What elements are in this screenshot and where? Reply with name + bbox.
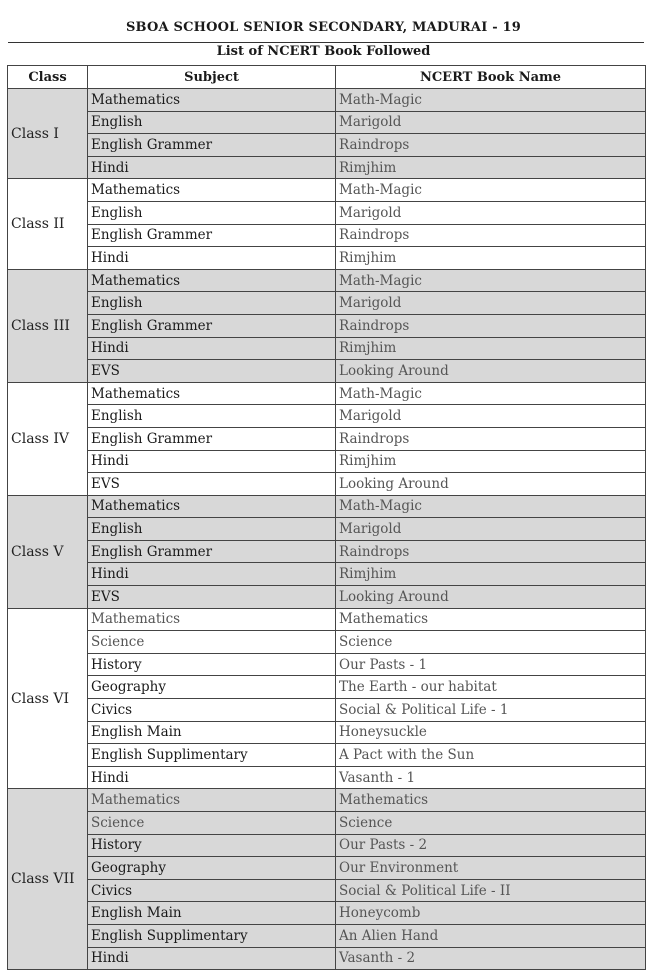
table-row <box>8 111 646 134</box>
subject-cell: Hindi <box>88 337 336 360</box>
subject-cell: Mathematics <box>88 179 336 202</box>
book-name-cell: Rimjhim <box>336 563 646 586</box>
table-row <box>8 812 646 835</box>
subject-cell: English Grammer <box>88 427 336 450</box>
subject-cell: Hindi <box>88 766 336 789</box>
table-row <box>8 495 646 518</box>
book-name-cell: Rimjhim <box>336 156 646 179</box>
subject-cell: English <box>88 201 336 224</box>
class-cell: Class V <box>8 495 88 608</box>
subject-cell: Mathematics <box>88 269 336 292</box>
subject-cell: Geography <box>88 857 336 880</box>
book-name-cell: Mathematics <box>336 608 646 631</box>
table-row <box>8 586 646 609</box>
book-name-cell: Raindrops <box>336 540 646 563</box>
subject-cell: Civics <box>88 699 336 722</box>
book-name-cell: Vasanth - 2 <box>336 947 646 970</box>
subject-cell: English <box>88 111 336 134</box>
column-header-subject: Subject <box>88 66 336 89</box>
subject-cell: English <box>88 518 336 541</box>
table-row <box>8 201 646 224</box>
column-header-book-name: NCERT Book Name <box>336 66 646 89</box>
table-row <box>8 337 646 360</box>
subject-cell: English Supplimentary <box>88 924 336 947</box>
book-name-cell: Social & Political Life - 1 <box>336 699 646 722</box>
subject-cell: English Supplimentary <box>88 744 336 767</box>
book-name-cell: Our Pasts - 1 <box>336 653 646 676</box>
class-cell: Class III <box>8 269 88 382</box>
class-cell: Class VII <box>8 789 88 970</box>
subject-cell: Science <box>88 631 336 654</box>
table-row <box>8 314 646 337</box>
subject-cell: English Grammer <box>88 314 336 337</box>
subject-cell: English <box>88 292 336 315</box>
table-row <box>8 563 646 586</box>
table-row <box>8 292 646 315</box>
book-name-cell: Science <box>336 631 646 654</box>
book-name-cell: Raindrops <box>336 314 646 337</box>
table-row <box>8 924 646 947</box>
table-row <box>8 902 646 925</box>
class-cell: Class VI <box>8 608 88 789</box>
table-row <box>8 721 646 744</box>
book-name-cell: The Earth - our habitat <box>336 676 646 699</box>
table-row <box>8 247 646 270</box>
subject-cell: EVS <box>88 360 336 383</box>
table-row <box>8 879 646 902</box>
book-name-cell: Raindrops <box>336 427 646 450</box>
book-name-cell: An Alien Hand <box>336 924 646 947</box>
table-body <box>8 89 646 970</box>
table-row <box>8 766 646 789</box>
subject-cell: English <box>88 405 336 428</box>
book-name-cell: Honeycomb <box>336 902 646 925</box>
table-row <box>8 676 646 699</box>
class-cell: Class IV <box>8 382 88 495</box>
subject-cell: EVS <box>88 586 336 609</box>
table-row <box>8 224 646 247</box>
book-name-cell: Rimjhim <box>336 337 646 360</box>
book-name-cell: Looking Around <box>336 586 646 609</box>
subject-cell: Mathematics <box>88 495 336 518</box>
table-row <box>8 834 646 857</box>
book-name-cell: Honeysuckle <box>336 721 646 744</box>
table-row <box>8 382 646 405</box>
book-name-cell: Marigold <box>336 111 646 134</box>
class-cell: Class II <box>8 179 88 269</box>
subject-cell: History <box>88 834 336 857</box>
book-name-cell: Raindrops <box>336 134 646 157</box>
subject-cell: Mathematics <box>88 89 336 112</box>
book-name-cell: Math-Magic <box>336 382 646 405</box>
book-name-cell: Looking Around <box>336 473 646 496</box>
subject-cell: English Grammer <box>88 224 336 247</box>
subject-cell: Geography <box>88 676 336 699</box>
column-header-class: Class <box>8 66 88 89</box>
subject-cell: History <box>88 653 336 676</box>
book-name-cell: A Pact with the Sun <box>336 744 646 767</box>
book-name-cell: Vasanth - 1 <box>336 766 646 789</box>
table-row <box>8 269 646 292</box>
table-row <box>8 744 646 767</box>
subject-cell: Hindi <box>88 450 336 473</box>
table-row <box>8 360 646 383</box>
subject-cell: EVS <box>88 473 336 496</box>
book-name-cell: Rimjhim <box>336 450 646 473</box>
book-name-cell: Mathematics <box>336 789 646 812</box>
class-cell: Class I <box>8 89 88 179</box>
table-row <box>8 631 646 654</box>
book-name-cell: Math-Magic <box>336 179 646 202</box>
book-name-cell: Science <box>336 812 646 835</box>
subject-cell: Mathematics <box>88 382 336 405</box>
book-name-cell: Math-Magic <box>336 495 646 518</box>
book-name-cell: Our Pasts - 2 <box>336 834 646 857</box>
table-row <box>8 653 646 676</box>
table-row <box>8 947 646 970</box>
school-title: SBOA SCHOOL SENIOR SECONDARY, MADURAI - 19 <box>125 20 522 35</box>
subject-cell: Science <box>88 812 336 835</box>
table-row <box>8 857 646 880</box>
subject-cell: English Grammer <box>88 134 336 157</box>
book-name-cell: Marigold <box>336 201 646 224</box>
table-row <box>8 699 646 722</box>
table-row <box>8 540 646 563</box>
book-name-cell: Marigold <box>336 405 646 428</box>
subject-cell: English Main <box>88 902 336 925</box>
table-row <box>8 405 646 428</box>
table-row <box>8 473 646 496</box>
book-name-cell: Looking Around <box>336 360 646 383</box>
subject-cell: English Main <box>88 721 336 744</box>
book-name-cell: Math-Magic <box>336 269 646 292</box>
list-title: List of NCERT Book Followed <box>216 44 431 59</box>
subject-cell: Hindi <box>88 156 336 179</box>
table-row <box>8 89 646 112</box>
book-name-cell: Rimjhim <box>336 247 646 270</box>
subject-cell: Hindi <box>88 947 336 970</box>
table-row <box>8 608 646 631</box>
book-name-cell: Marigold <box>336 518 646 541</box>
book-name-cell: Our Environment <box>336 857 646 880</box>
book-name-cell: Math-Magic <box>336 89 646 112</box>
table-row <box>8 789 646 812</box>
title-divider <box>8 42 644 43</box>
table-row <box>8 156 646 179</box>
table-row <box>8 518 646 541</box>
table-row <box>8 134 646 157</box>
book-name-cell: Social & Political Life - II <box>336 879 646 902</box>
table-header-row <box>8 66 646 89</box>
book-name-cell: Marigold <box>336 292 646 315</box>
table-row <box>8 179 646 202</box>
subject-cell: Civics <box>88 879 336 902</box>
subject-cell: English Grammer <box>88 540 336 563</box>
subject-cell: Hindi <box>88 563 336 586</box>
subject-cell: Hindi <box>88 247 336 270</box>
table-row <box>8 427 646 450</box>
ncert-books-table <box>7 65 646 970</box>
book-name-cell: Raindrops <box>336 224 646 247</box>
subject-cell: Mathematics <box>88 608 336 631</box>
table-row <box>8 450 646 473</box>
subject-cell: Mathematics <box>88 789 336 812</box>
